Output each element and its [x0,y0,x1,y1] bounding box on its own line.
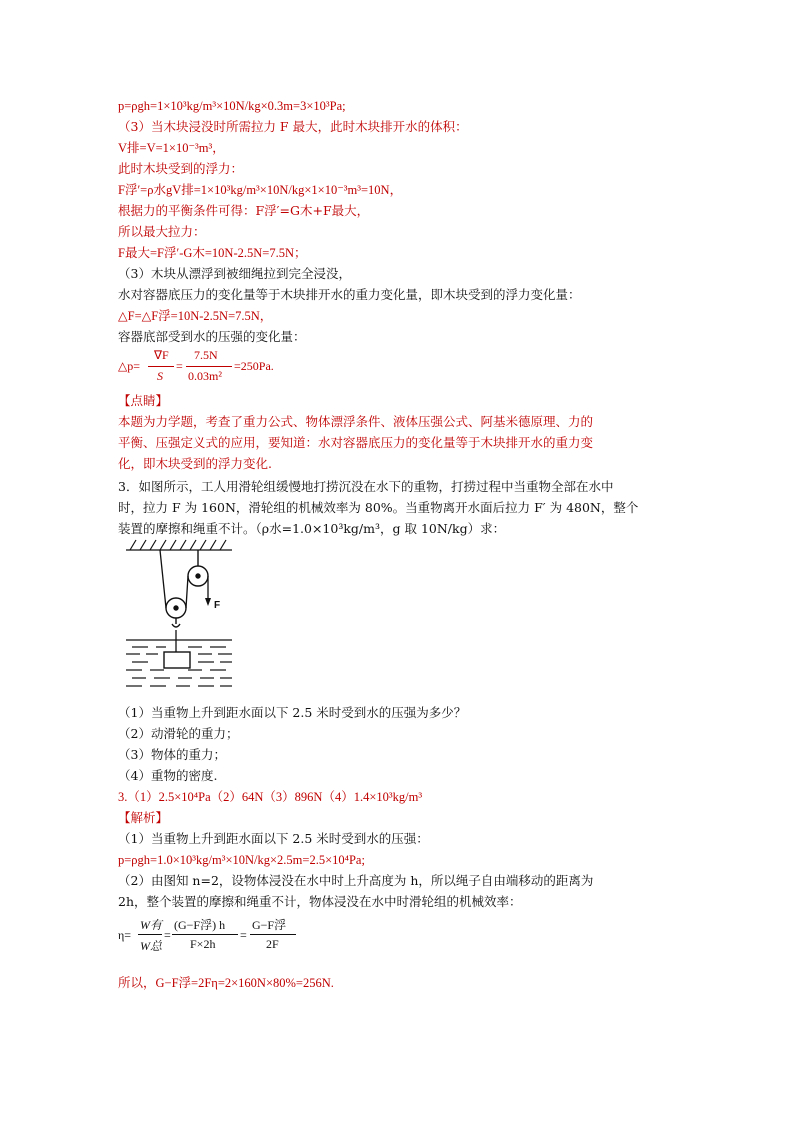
question-3-line-2: 时，拉力 F 为 160N，滑轮组的机械效率为 80%。当重物离开水面后拉力 F′ 为 480N，整个 [118,500,639,515]
efficiency-formula [118,912,338,960]
volume-line: V排=V=1×10⁻³m³， [118,141,225,155]
ceiling [126,540,232,550]
sub-question-1: （1）当重物上升到距水面以下 2.5 米时受到水的压强为多少？ [118,705,467,720]
fraction-bar [186,366,232,367]
force-arrow [205,598,211,606]
analysis-label: 【解析】 [118,810,169,825]
comment-line-2: 平衡、压强定义式的应用，要知道：水对容器底压力的变化量等于木块排开水的重力变 [118,435,594,450]
total-work: W总 [140,939,162,953]
formula-result: =250Pa. [234,359,274,373]
force-change-explanation: 水对容器底压力的变化量等于木块排开水的重力变化量，即木块受到的浮力变化量： [118,287,581,302]
heavy-object [164,652,190,668]
formula-lhs: △p= [118,359,140,373]
question-3-line-3: 装置的摩擦和绳重不计。（ρ水=1.0×10³kg/m³，g 取 10N/kg）求： [118,521,506,536]
useful-work: W有 [140,918,162,932]
max-force-calc: F最大=F浮′-G木=10N-2.5N=7.5N； [118,246,307,260]
numerator-expression: (G−F浮) h [174,918,226,932]
eta-lhs: η= [118,928,132,942]
denominator-simplified: 2F [266,937,279,951]
comment-line-3: 化，即木块受到的浮力变化. [118,456,272,471]
force-label: F [214,600,221,611]
fraction-bar [250,934,296,935]
force-change-calc: △F=△F浮=10N-2.5N=7.5N， [118,309,273,323]
fraction-bar [172,934,238,935]
numerator-1: ∇F [154,348,169,362]
fraction-bar [138,934,162,935]
comment-line-1: 本题为力学题，考查了重力公式、物体漂浮条件、液体压强公式、阿基米德原理、力的 [118,414,594,429]
denominator-1: S [157,369,163,383]
movable-pulley [166,598,186,627]
sub-question-2: （2）动滑轮的重力； [118,726,239,741]
pulley-figure [122,536,240,696]
comment-label: 【点睛】 [118,393,169,408]
step-3-heading: （3）当木块浸没时所需拉力 F 最大，此时木块排开水的体积： [118,119,468,134]
buoyancy-calc-line: F浮′=ρ水gV排=1×10³kg/m³×10N/kg×1×10⁻³m³=10N， [118,183,403,197]
numerator-simplified: G−F浮 [252,918,287,932]
analysis-step-2b: 2h，整个装置的摩擦和绳重不计，物体浸没在水中时滑轮组的机械效率： [118,894,522,909]
sub-question-4: （4）重物的密度. [118,768,218,783]
analysis-result-line: 所以，G−F浮=2Fη=2×160N×80%=256N. [118,976,334,990]
denominator-expression: F×2h [190,937,216,951]
pressure-calc-line: p=ρgh=1×10³kg/m³×10N/kg×0.3m=3×10³Pa; [118,99,346,113]
analysis-pressure-calc: p=ρgh=1.0×10³kg/m³×10N/kg×2.5m=2.5×10⁴Pa; [118,853,365,867]
step-3b-heading: （3）木块从漂浮到被细绳拉到完全浸没， [118,266,351,281]
question-3-line-1: 3．如图所示，工人用滑轮组缓慢地打捞沉没在水下的重物，打捞过程中当重物全部在水中 [118,479,614,494]
analysis-step-2a: （2）由图知 n=2，设物体浸没在水中时上升高度为 h，所以绳子自由端移动的距离为 [118,873,594,888]
numerator-2: 7.5N [194,348,218,362]
balance-condition-line: 根据力的平衡条件可得：F浮′=G木+F最大， [118,203,370,218]
equals-sign: = [164,928,171,942]
pressure-change-formula [118,346,318,390]
sub-question-3: （3）物体的重力； [118,747,226,762]
denominator-2: 0.03m² [188,369,222,383]
fixed-pulley [188,550,208,586]
equals-sign: = [240,928,247,942]
analysis-step-1: （1）当重物上升到距水面以下 2.5 米时受到水的压强： [118,831,429,846]
pressure-change-intro: 容器底部受到水的压强的变化量： [118,329,306,344]
buoyancy-intro: 此时木块受到的浮力： [118,161,244,176]
max-force-intro: 所以最大拉力： [118,224,206,239]
equals-sign: = [176,359,183,373]
fraction-bar [148,366,174,367]
answer-3-summary: 3.（1）2.5×10⁴Pa（2）64N（3）896N（4）1.4×10³kg/m³ [118,790,423,804]
